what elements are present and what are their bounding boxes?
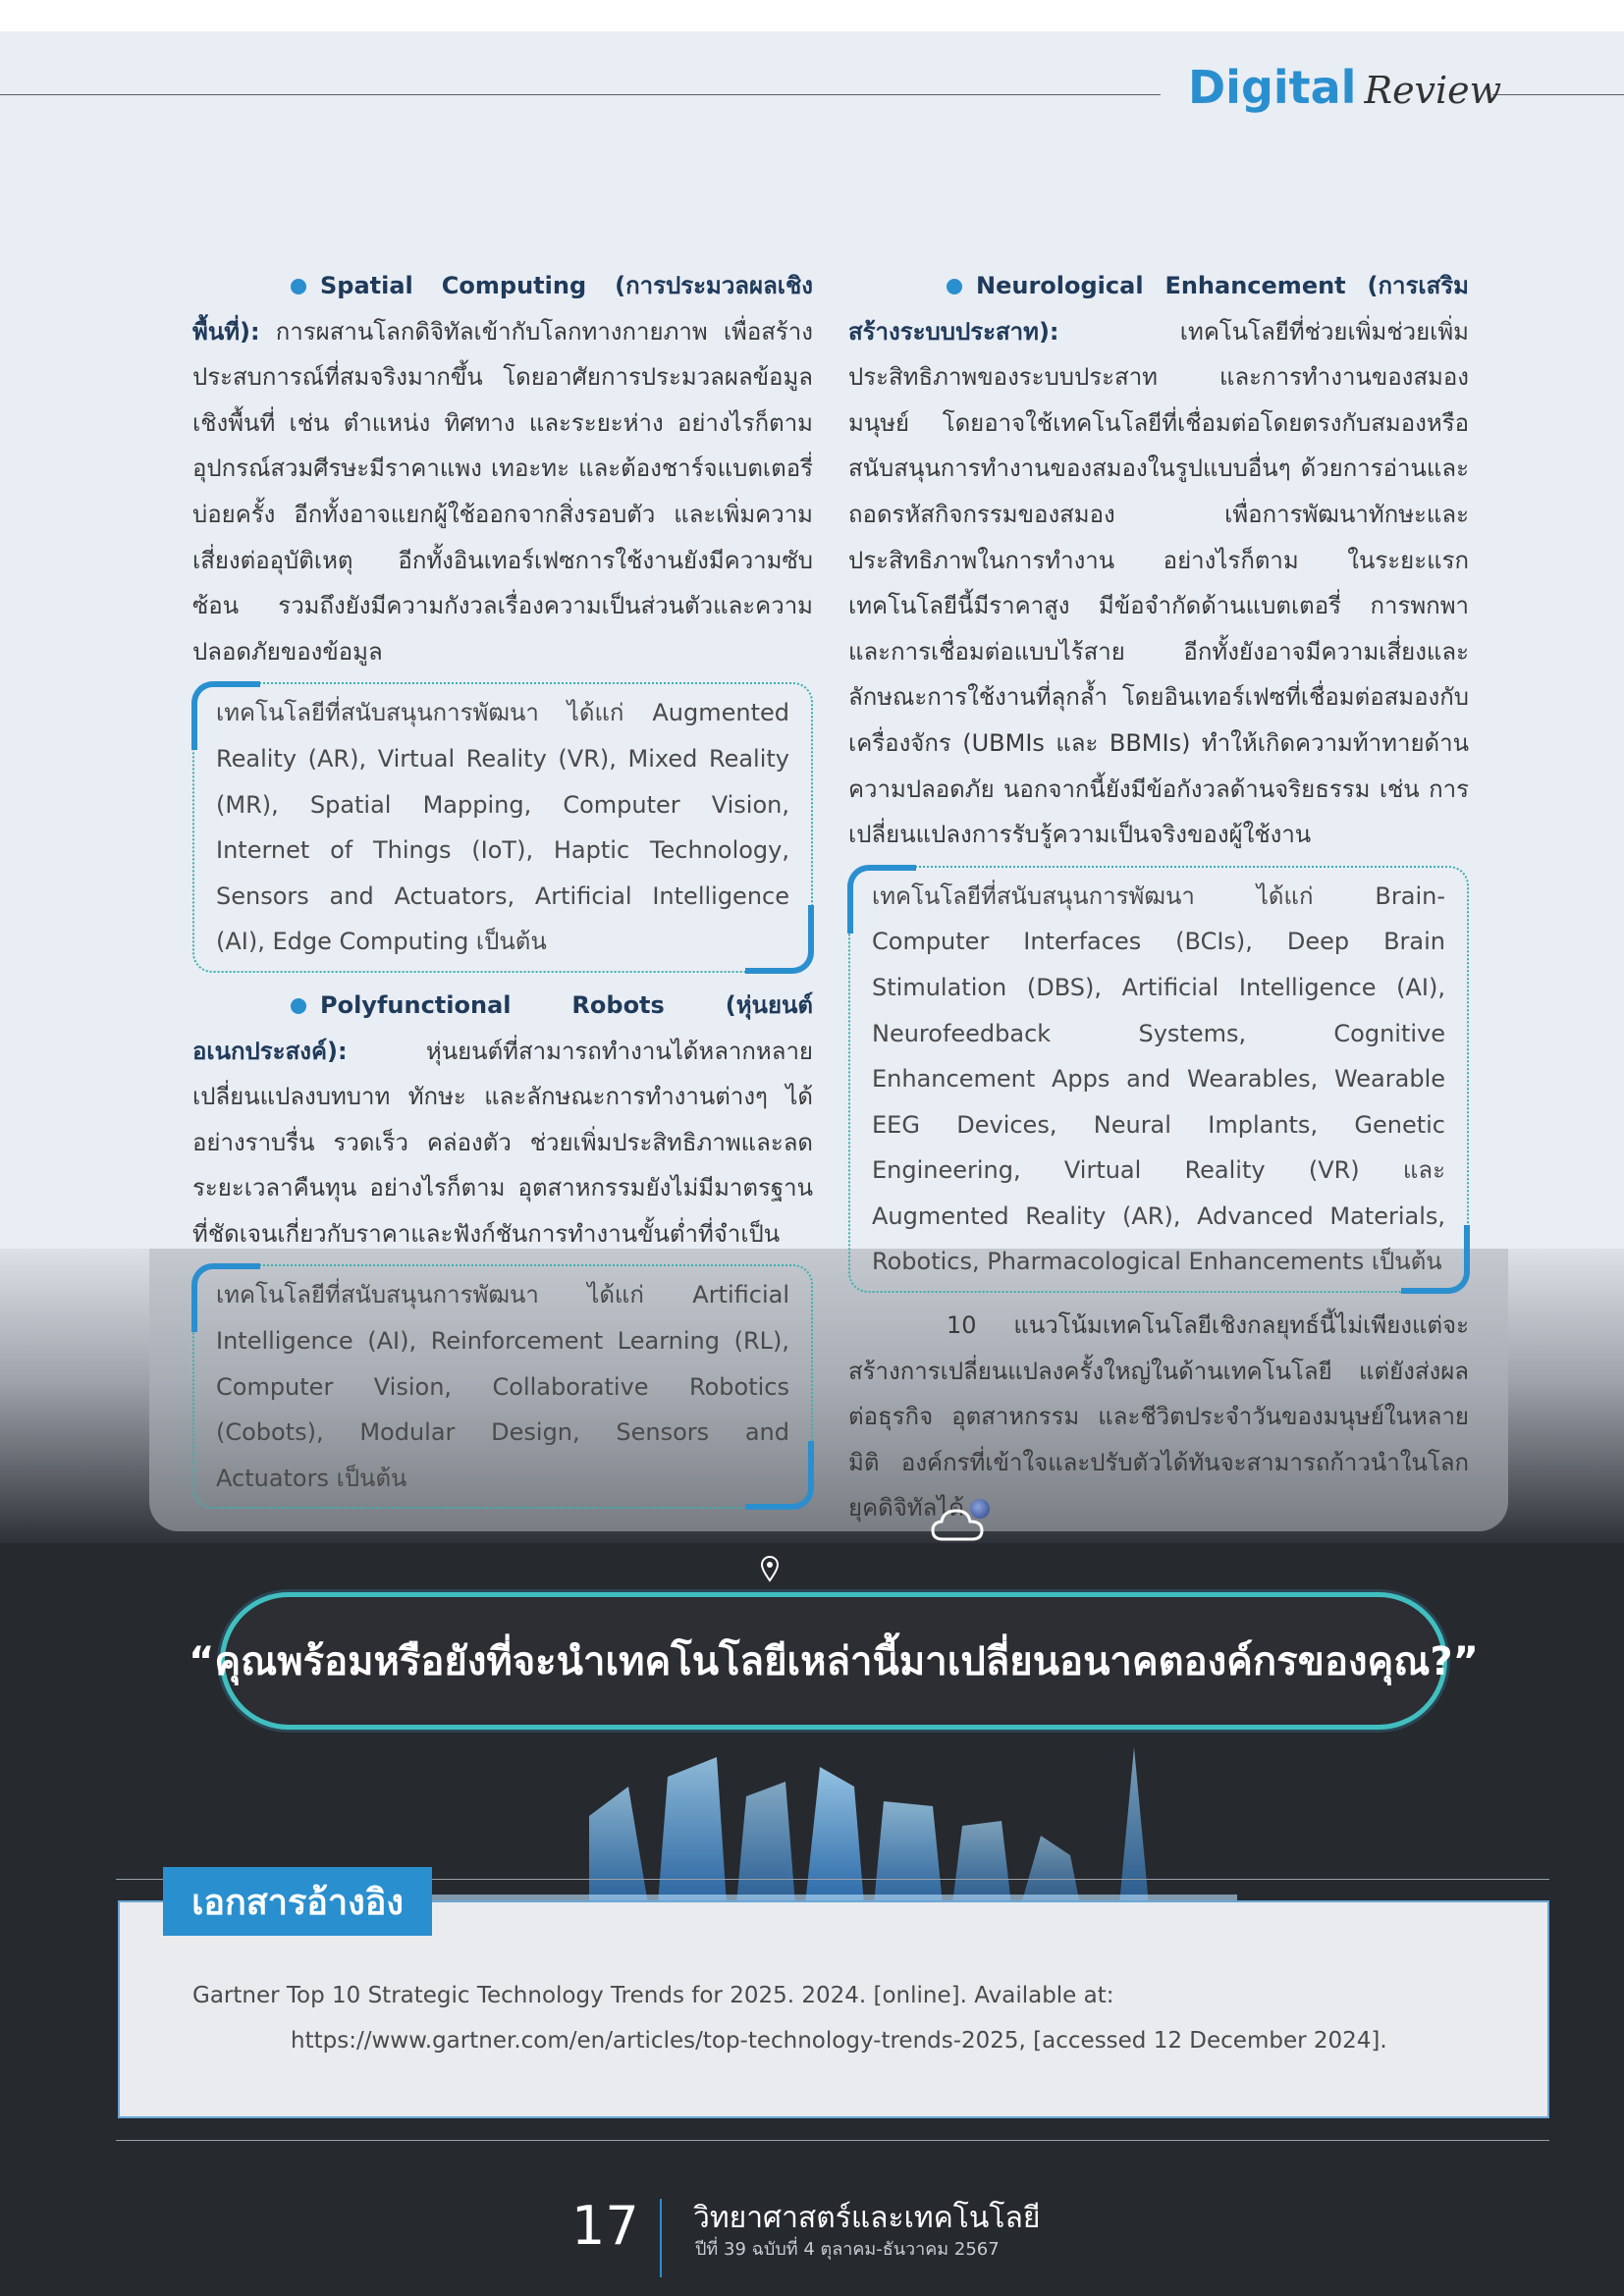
robots-tech-box xyxy=(192,1264,813,1509)
reference-entry: Gartner Top 10 Strategic Technology Trends for 2025. 2024. [online]. Available at: https://www.gartner.com/en/articles/top-technology-trends-2025, [accessed 12 December 2024]. xyxy=(192,1983,1387,2054)
journal-issue: ปีที่ 39 ฉบับที่ 4 ตุลาคม-ธันวาคม 2567 xyxy=(695,2239,1000,2260)
neuro-body: เทคโนโลยีที่ช่วยเพิ่มช่วยเพิ่มประสิทธิภาพของระบบประสาท และการทำงานของสมองมนุษย์ โดยอาจใช้เทคโนโลยีที่เชื่อมต่อโดยตรงกับสมองหรือสนับสนุนการทำงานของสมองในรูปแบบอื่นๆ ด้วยการอ่านและถอดรหัสกิจกรรมของสมอง เพื่อการพัฒนาทักษะและประสิทธิภาพในการทำงาน อย่างไรก็ตาม ในระยะแรก เทคโนโลยีนี้มีราคาสูง มีข้อจำกัดด้านแบตเตอรี่ การพกพา และการเชื่อมต่อแบบไร้สาย อีกทั้งยังอาจมีความเสี่ยงและลักษณะการใช้งานที่ลุกล้ำ โดยอินเทอร์เฟซที่เชื่อมต่อสมองกับเครื่องจักร (UBMIs และ BBMIs) ทำให้เกิดความท้าทายด้านความปลอดภัย นอกจากนี้ยังมีข้อกังวลด้านจริยธรรม เช่น การเปลี่ยนแปลงการรับรู้ความเป็นจริงของผู้ใช้งาน xyxy=(848,317,1469,849)
conclusion-text: 10 แนวโน้มเทคโนโลยีเชิงกลยุทธ์นี้ไม่เพียงแต่จะสร้างการเปลี่ยนแปลงครั้งใหญ่ในด้านเทคโนโลยี แต่ยังส่งผลต่อธุรกิจ อุตสาหกรรม และชีวิตประจำวันของมนุษย์ในหลายมิติ องค์กรที่เข้าใจและปรับตัวได้ทันจะสามารถก้าวนำในโลกยุคดิจิทัลได้ xyxy=(848,1311,1469,1522)
question-banner xyxy=(189,1592,1479,1730)
neuro-paragraph xyxy=(848,263,1469,858)
top-strip xyxy=(0,0,1624,31)
robots-body: หุ่นยนต์ที่สามารถทำงานได้หลากหลาย เปลี่ยนแปลงบทบาท ทักษะ และลักษณะการทำงานต่างๆ ได้อย่างราบรื่น รวดเร็ว คล่องตัว ช่วยเพิ่มประสิทธิภาพและลดระยะเวลาคืนทุน อย่างไรก็ตาม อุตสาหกรรมยังไม่มีมาตรฐานที่ชัดเจนเกี่ยวกับราคาและฟังก์ชันการทำงานขั้นต่ำที่จำเป็น xyxy=(192,1037,813,1248)
neuro-title: Neurological Enhancement (การเสริมสร้างระบบประสาท): xyxy=(848,272,1469,346)
robots-title: Polyfunctional Robots (หุ่นยนต์อเนกประสงค์): xyxy=(192,990,813,1065)
city-illustration xyxy=(432,1728,1237,1904)
spatial-tech-text: เทคโนโลยีที่สนับสนุนการพัฒนา ได้แก่ Augmented Reality (AR), Virtual Reality (VR), Mixed Reality (MR), Spatial Mapping, Computer Vision, Internet of Things (IoT), Haptic Technology, Sensors and Actuators, Artificial Intelligence (AI), Edge Computing เป็นต้น xyxy=(216,699,789,956)
bullet-icon xyxy=(291,998,306,1014)
header-rule-right xyxy=(1492,94,1624,95)
references-title: เอกสารอ้างอิง xyxy=(163,1867,432,1936)
page-number: 17 xyxy=(571,2195,639,2257)
right-column xyxy=(848,263,1469,1531)
corner-accent xyxy=(1401,1225,1470,1294)
robots-tech-text: เทคโนโลยีที่สนับสนุนการพัฒนา ได้แก่ Artificial Intelligence (AI), Reinforcement Learning (RL), Computer Vision, Collaborative Robotics (Cobots), Modular Design, Sensors and Actuators เป็นต้น xyxy=(216,1281,789,1492)
spatial-title: Spatial Computing (การประมวลผลเชิงพื้นที่): xyxy=(192,272,813,346)
spatial-paragraph xyxy=(192,263,813,674)
footer-divider xyxy=(660,2199,662,2277)
neuro-tech-box xyxy=(848,866,1469,1293)
location-pin-icon xyxy=(760,1555,780,1582)
corner-accent xyxy=(745,905,814,974)
brand-review: Review xyxy=(1364,69,1502,112)
spatial-body: การผสานโลกดิจิทัลเข้ากับโลกทางกายภาพ เพื่อสร้างประสบการณ์ที่สมจริงมากขึ้น โดยอาศัยการประมวลผลข้อมูลเชิงพื้นที่ เช่น ตำแหน่ง ทิศทาง และระยะห่าง อย่างไรก็ตาม อุปกรณ์สวมศีรษะมีราคาแพง เทอะทะ และต้องชาร์จแบตเตอรี่บ่อยครั้ง อีกทั้งอาจแยกผู้ใช้ออกจากสิ่งรอบตัว และเพิ่มความเสี่ยงต่ออุบัติเหตุ อีกทั้งอินเทอร์เฟซการใช้งานยังมีความซับซ้อน รวมถึงยังมีความกังวลเรื่องความเป็นส่วนตัวและความปลอดภัยของข้อมูล xyxy=(192,317,813,666)
journal-title: วิทยาศาสตร์และเทคโนโลยี xyxy=(693,2201,1041,2235)
corner-accent xyxy=(745,1441,814,1510)
references-rule-bottom xyxy=(116,2140,1549,2141)
corner-accent xyxy=(847,865,916,934)
corner-accent xyxy=(191,681,260,750)
robots-paragraph xyxy=(192,983,813,1257)
cloud-icon xyxy=(929,1506,986,1545)
conclusion-paragraph xyxy=(848,1303,1469,1531)
neuro-tech-text: เทคโนโลยีที่สนับสนุนการพัฒนา ได้แก่ Brain-Computer Interfaces (BCIs), Deep Brain Stimulation (DBS), Artificial Intelligence (AI), Neurofeedback Systems, Cognitive Enhancement Apps and Wearables, Wearable EEG Devices, Neural Implants, Genetic Engineering, Virtual Reality (VR) และ Augmented Reality (AR), Advanced Materials, Robotics, Pharmacological Enhancements เป็นต้น xyxy=(872,881,1445,1276)
bullet-icon xyxy=(947,279,962,294)
left-column xyxy=(192,263,813,1519)
question-text: “คุณพร้อมหรือยังที่จะนำเทคโนโลยีเหล่านี้มาเปลี่ยนอนาคตองค์กรของคุณ?” xyxy=(189,1639,1479,1684)
header-rule-left xyxy=(0,94,1161,95)
brand-logo xyxy=(1188,61,1501,120)
brand-digital: Digital xyxy=(1188,61,1357,114)
spatial-tech-box xyxy=(192,682,813,973)
corner-accent xyxy=(191,1263,260,1332)
bullet-icon xyxy=(291,279,306,294)
